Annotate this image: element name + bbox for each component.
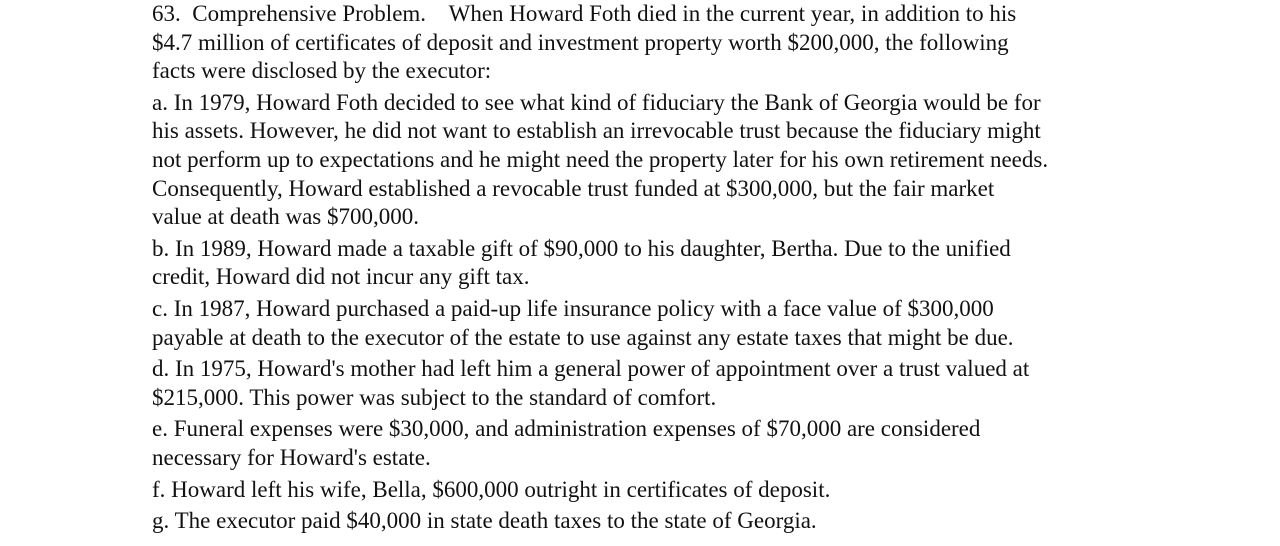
problem-intro: 63. Comprehensive Problem. When Howard Foth died in the current year, in addition to his $4.7 million of certificates of deposit and investment property worth $200,000, the following facts were disclosed by the executor: [152, 1, 1017, 84]
fact-item-a: a. In 1979, Howard Foth decided to see what kind of fiduciary the Bank of Georgia would be for his assets. However, he did not want to establish an irrevocable trust because the fiduciary might not perform up to expectations and he might need the property later for his own retirement needs. Consequently, Howard established a revocable trust funded at $300,000, but the fair market value at death was $700,000. [152, 89, 1049, 230]
fact-item-f: f. Howard left his wife, Bella, $600,000 outright in certificates of deposit. [152, 476, 831, 502]
fact-item-c: c. In 1987, Howard purchased a paid-up life insurance policy with a face value of $300,000 payable at death to the executor of the estate to use against any estate taxes that might be due. [152, 295, 1014, 350]
fact-item-d: d. In 1975, Howard's mother had left him a general power of appointment over a trust valued at $215,000. This power was subject to the standard of comfort. [152, 356, 1030, 410]
problem-document [152, 0, 1152, 539]
fact-item-e: e. Funeral expenses were $30,000, and administration expenses of $70,000 are considered necessary for Howard's estate. [152, 416, 981, 470]
fact-item-b: b. In 1989, Howard made a taxable gift of $90,000 to his daughter, Bertha. Due to the unified credit, Howard did not incur any gift tax. [152, 235, 1011, 290]
fact-item-g: g. The executor paid $40,000 in state death taxes to the state of Georgia. [152, 508, 817, 534]
